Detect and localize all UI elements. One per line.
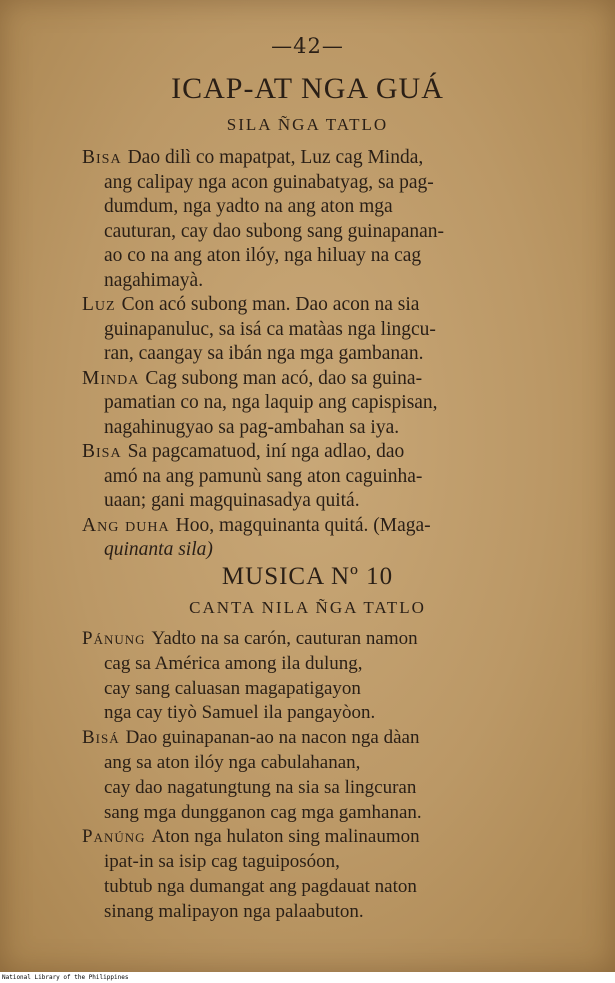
dialogue-line: nagahinugyao sa pag-ambahan sa iya. xyxy=(104,416,400,438)
speaker-label: Luz xyxy=(82,294,116,315)
stage-direction: quinanta sila) xyxy=(104,539,213,560)
page-title: ICAP-AT NGA GUÁ xyxy=(171,72,444,105)
speaker-label: Bisá xyxy=(82,727,120,749)
dialogue-text: Hoo, magquinanta quitá. (Maga- xyxy=(175,514,431,536)
speaker-label: Ang duha xyxy=(82,514,170,536)
dialogue-line xyxy=(82,367,562,392)
speaker-label: Bisa xyxy=(82,441,122,462)
dialogue-line xyxy=(82,146,562,171)
dialogue-line: guinapanuluc, sa isá ca matàas nga lingcu- xyxy=(104,318,436,340)
song-line: tubtub nga dumangat ang pagdauat naton xyxy=(104,875,417,897)
dialogue-line xyxy=(82,293,562,318)
song-line: cay sang caluasan magapatigayon xyxy=(104,677,361,699)
library-credit: National Library of the Philippines xyxy=(2,974,129,981)
dialogue-line: nagahimayà. xyxy=(104,269,204,291)
song-line: ipat-in sa isip cag taguiposóon, xyxy=(104,851,340,873)
subtitle: SILA ÑGA TATLO xyxy=(226,115,389,134)
dialogue-line xyxy=(82,514,562,539)
dialogue-line: cauturan, cay dao subong sang guinapanan- xyxy=(104,220,445,242)
page-number: —42— xyxy=(271,34,344,58)
song-text: Dao guinapanan-ao na nacon nga dàan xyxy=(125,727,420,749)
song-line: nga cay tiyò Samuel ila pangayòon. xyxy=(104,702,376,724)
dialogue-text: Con acó subong man. Dao acon na sia xyxy=(121,294,420,315)
song-section xyxy=(82,627,562,925)
speaker-label: Pánung xyxy=(82,628,146,649)
speaker-label: Panúng xyxy=(82,826,146,848)
song-text: Yadto na sa carón, cauturan namon xyxy=(151,628,418,649)
song-line: cay dao nagatungtung na sia sa lingcuran xyxy=(104,776,417,798)
song-line: ang sa aton ilóy nga cabulahanan, xyxy=(104,751,361,773)
dialogue-line: uaan; gani magquinasadya quitá. xyxy=(104,490,360,511)
song-line xyxy=(82,627,562,652)
dialogue-line xyxy=(82,440,562,465)
dialogue-text: Dao dilì co mapatpat, Luz cag Minda, xyxy=(127,147,424,168)
speaker-label: Bisa xyxy=(82,147,122,168)
dialogue-text: Sa pagcamatuod, iní nga adlao, dao xyxy=(127,441,405,462)
dialogue-section xyxy=(82,146,562,563)
dialogue-line: ran, caangay sa ibán nga mga gambanan. xyxy=(104,343,424,364)
dialogue-line: dumdum, nga yadto na ang aton mga xyxy=(104,196,393,217)
song-line xyxy=(82,825,562,850)
dialogue-line: ao co na ang aton ilóy, nga hiluay na cag xyxy=(104,245,422,266)
song-line: cag sa América among ila dulung, xyxy=(104,652,363,674)
song-line: sinang malipayon nga palaabuton. xyxy=(104,900,364,922)
canta-heading: CANTA NILA ÑGA TATLO xyxy=(189,598,426,617)
dialogue-line: amó na ang pamunù sang aton caguinha- xyxy=(104,465,423,487)
music-heading: MUSICA Nº 10 xyxy=(221,563,394,590)
song-line: sang mga dungganon cag mga gamhanan. xyxy=(104,801,422,823)
song-text: Aton nga hulaton sing malinaumon xyxy=(151,826,420,848)
dialogue-line: pamatian co na, nga laquip ang capispisan, xyxy=(104,392,438,413)
speaker-label: Minda xyxy=(82,367,140,389)
dialogue-line: ang calipay nga acon guinabatyag, sa pag- xyxy=(104,171,434,193)
dialogue-text: Cag subong man acó, dao sa guina- xyxy=(145,367,423,389)
song-line xyxy=(82,726,562,751)
